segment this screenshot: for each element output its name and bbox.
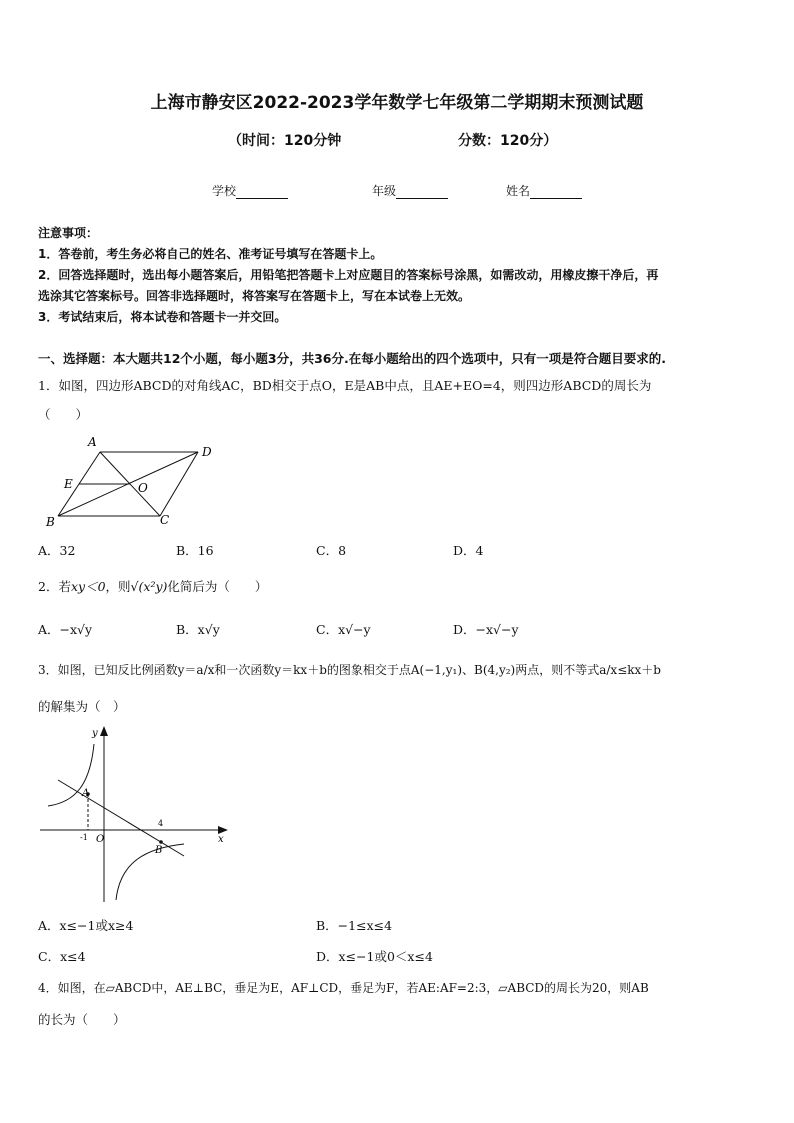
q4-stem-cont: 的长为（ ） [38,1012,126,1027]
q3-stem: 3．如图，已知反比例函数y＝a/x和一次函数y＝kx＋b的图象相交于点A(−1,y₁)、B(4,y₂)两点，则不等式a/x≤kx＋b [38,663,661,677]
q2-pre: 2．若 [38,579,71,594]
label-d: D [202,445,212,459]
school-label: 学校 [212,184,237,198]
q1-option-b[interactable]: B．16 [176,543,214,558]
q2-option-d[interactable]: D．−x√−y [453,622,519,637]
q1-figure [40,432,220,532]
hyperbola-right-branch [116,844,184,900]
label-e: E [64,477,73,491]
q3-option-d[interactable]: D．x≤−1或0＜x≤4 [316,949,433,964]
name-label: 姓名 [506,184,531,198]
q2-radical: √(x²y) [130,579,168,594]
label-origin: O [96,834,105,845]
label-a: A [88,435,97,449]
q1-option-d[interactable]: D．4 [453,543,484,558]
point-b [159,840,163,844]
y-axis-arrow [100,726,108,736]
q3-figure [36,722,236,907]
q2-condition: xy＜0 [70,579,106,594]
q2-option-c[interactable]: C．x√−y [316,622,371,637]
q3-stem-cont: 的解集为（ ） [38,699,126,714]
label-a: A [82,788,90,799]
exam-title: 上海市静安区2022-2023学年数学七年级第二学期期末预测试题 [150,93,644,113]
label-b: B [155,845,163,856]
label-b: B [46,515,55,529]
grade-blank [396,186,448,199]
q3-option-a[interactable]: A．x≤−1或x≥4 [38,918,134,933]
notice-item: 选涂其它答案标号。回答非选择题时，将答案写在答题卡上，写在本试卷上无效。 [38,289,471,303]
q2-post: 化简后为（ ） [167,579,268,594]
exam-time: （时间：120分钟 [228,133,342,149]
q3-option-b[interactable]: B．−1≤x≤4 [316,918,393,933]
exam-score: 分数：120分） [458,133,558,149]
q1-option-c[interactable]: C．8 [316,543,347,558]
q2-option-a[interactable]: A．−x√y [38,622,93,637]
q3-option-c[interactable]: C．x≤4 [38,949,86,964]
q1-paren: （ ） [38,407,89,422]
q2-option-b[interactable]: B．x√y [176,622,220,637]
q1-option-a[interactable]: A．32 [38,543,76,558]
x-axis-arrow [218,826,228,834]
name-field[interactable] [506,182,582,199]
label-y: y [92,728,98,739]
edge-cd [160,452,198,516]
label-c: C [160,513,170,527]
q2-mid: ，则 [105,579,131,594]
label-o: O [138,481,148,495]
notice-item: 2．回答选择题时，选出每小题答案后，用铅笔把答题卡上对应题目的答案标号涂黑，如需改动，用橡皮擦干净后，再 [38,268,659,282]
label-x: x [218,834,224,845]
notice-item: 1．答卷前，考生务必将自己的姓名、准考证号填写在答题卡上。 [38,247,383,261]
q4-stem: 4．如图，在▱ABCD中，AE⊥BC，垂足为E，AF⊥CD，垂足为F，若AE:AF=2:3，▱ABCD的周长为20，则AB [38,981,649,995]
q1-stem: 1．如图，四边形ABCD的对角线AC，BD相交于点O，E是AB中点，且AE+EO=4，则四边形ABCD的周长为 [38,378,652,393]
q2-stem [38,577,267,595]
tick-label-four: 4 [158,819,164,828]
name-blank [530,186,582,199]
grade-label: 年级 [372,184,397,198]
section-heading: 一、选择题：本大题共12个小题，每小题3分，共36分.在每小题给出的四个选项中，只有一项是符合题目要求的. [38,351,666,366]
notice-heading: 注意事项： [38,226,99,240]
notice-item: 3．考试结束后，将本试卷和答题卡一并交回。 [38,310,287,324]
tick-label-minus-one: -1 [80,833,88,842]
school-blank [236,186,288,199]
school-field[interactable] [212,182,288,199]
grade-field[interactable] [372,182,448,199]
line-kx-b [58,780,184,856]
